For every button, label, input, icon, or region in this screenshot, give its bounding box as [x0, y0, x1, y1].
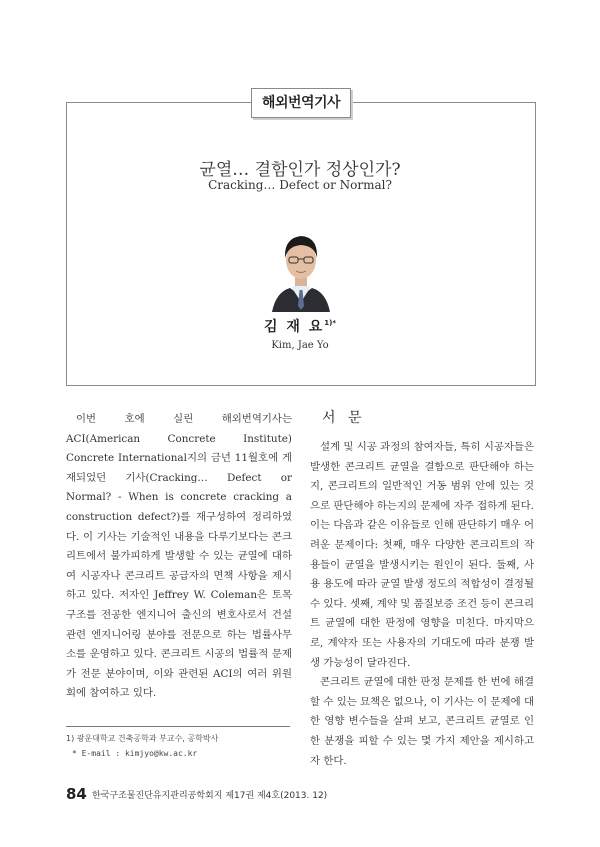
footnote-affiliation: 1) 광운대학교 건축공학과 부교수, 공학박사 [66, 734, 219, 743]
author-name-english: Kim, Jae Yo [271, 340, 329, 351]
body-paragraph-2: 콘크리트 균열에 대한 판정 문제를 한 번에 해결할 수 있는 묘책은 없으나, 이 기사는 이 문제에 대한 영향 변수들을 살펴 보고, 콘크리트 균열로 인한 분쟁을 피할 수 있는 몇 가지 제안을 제시하고자 한다. [310, 676, 534, 767]
category-tag: 해외번역기사 [251, 88, 351, 118]
author-footnote-mark: 1)* [324, 319, 337, 327]
author-portrait-image [270, 222, 332, 312]
author-name-korean: 김 재 요$^{1)*}$ [263, 319, 337, 335]
journal-citation: 한국구조물진단유지관리공학회지 제17권 제4호(2013. 12) [92, 791, 328, 801]
page-number: 84 [66, 785, 87, 803]
body-column [310, 438, 534, 771]
article-title-english: Cracking… Defect or Normal? [208, 178, 392, 192]
body-paragraph-1: 설계 및 시공 과정의 참여자들, 특히 시공자들은 발생한 콘크리트 균열을 결함으로 판단해야 하는지, 콘크리트의 일반적인 거동 범위 안에 있는 것으로 판단해야 하는지의 문제에 자주 접하게 된다. 이는 다음과 같은 이유들로 인해 판단하기 매우 어려운 문제이다: 첫째, 매우 다양한 콘크리트의 작용들이 균열을 발생시키는 원인이 된다. 둘째, 사용 용도에 따라 균열 발생 정도의 적합성이 결정될 수 있다. 셋째, 계약 및 품질보증 조건 등이 콘크리트 균열에 대한 판정에 영향을 미친다. 마지막으로, 계약자 또는 사용자의 기대도에 따라 분쟁 발생 가능성이 달라진다. [310, 441, 534, 669]
intro-paragraph: 이번 호에 실린 해외번역기사는 ACI(American Concrete Institute) Concrete International지의 금년 11월호에 게재되었던 기사(Cracking… Defect or Normal? - When is concrete cracking a construction defect?)를 재구성하여 정리하였다. 이 기사는 기술적인 내용을 다루기보다는 콘크리트에서 불가피하게 발생할 수 있는 균열에 대하여 시공자나 콘크리트 공급자의 면책 사항을 제시하고 있다. 저자인 Jeffrey W. Coleman은 토목구조를 전공한 엔지니어 출신의 변호사로서 건설 관련 엔지니어링 분야를 전문으로 하는 법률사무소를 운영하고 있다. 콘크리트 시공의 법률적 문제가 전문 분야이며, 이와 관련된 ACI의 여러 위원회에 참여하고 있다. [66, 413, 292, 700]
footnote-email: * E-mail : kimjyo@kw.ac.kr [72, 749, 198, 758]
article-title-korean: 균열… 결함인가 정상인가? [199, 160, 401, 180]
section-title: 서 문 [322, 410, 366, 426]
author-photo [270, 222, 332, 312]
intro-column [66, 410, 292, 704]
footnote-divider [66, 726, 290, 727]
